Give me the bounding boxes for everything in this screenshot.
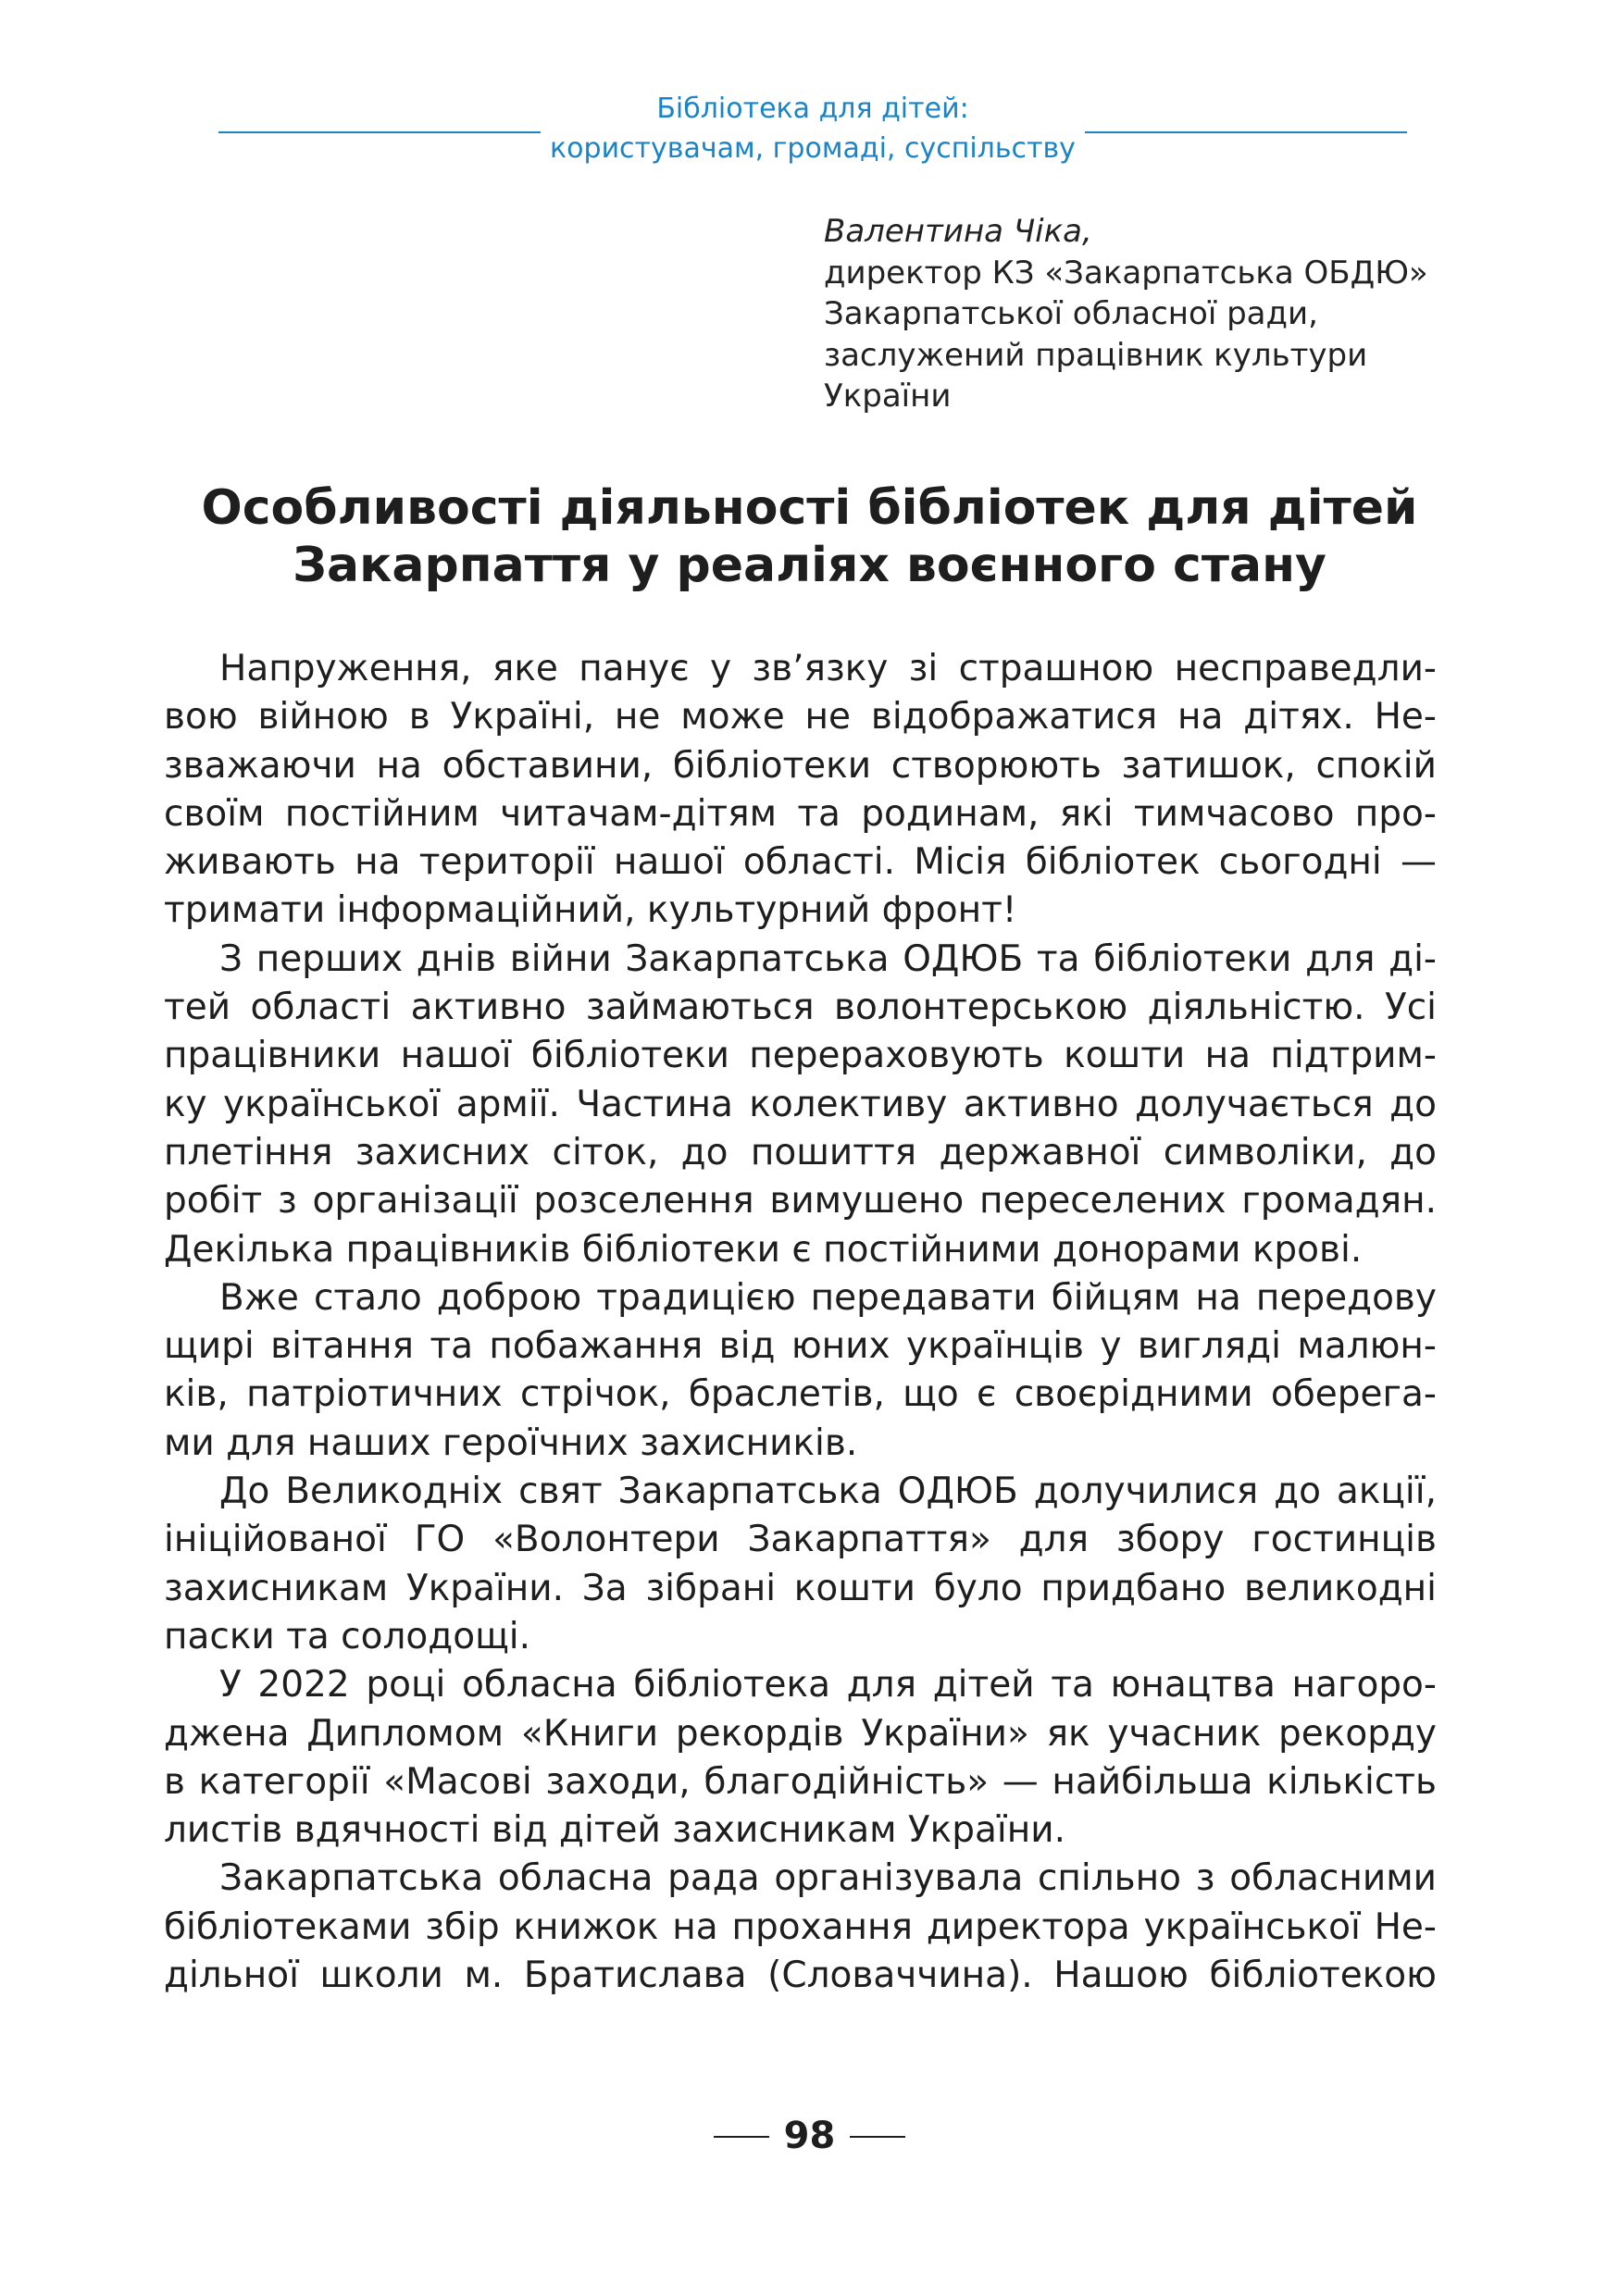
paragraph-line: бібліотеками збір книжок на прохання директора української Не- — [164, 1905, 1437, 1948]
page-footer — [0, 2110, 1619, 2166]
article-title-line-1: Особливості діяльності бібліотек для дітей — [201, 480, 1418, 536]
paragraph-line: працівники нашої бібліотеки перераховують кошти на підтрим- — [164, 1035, 1437, 1077]
footer-rule-left — [714, 2136, 769, 2138]
paragraph-line: ку української армії. Частина колективу активно долучається до — [164, 1083, 1437, 1125]
article-title-line-2: Закарпаття у реаліях воєнного стану — [293, 538, 1326, 593]
paragraph-line: тримати інформаційний, культурний фронт! — [164, 889, 1017, 932]
header-rule-left — [218, 131, 541, 133]
paragraph-line: ків, патріотичних стрічок, браслетів, що є своєрідними оберега- — [164, 1373, 1437, 1416]
paragraph-line: До Великодніх свят Закарпатська ОДЮБ долучилися до акції, — [219, 1471, 1437, 1513]
author-position-line: заслужений працівник культури — [824, 336, 1368, 374]
paragraph-line: вою війною в Україні, не може не відображатися на дітях. Не- — [164, 696, 1437, 738]
body-paragraph — [164, 1855, 1437, 2000]
footer-rule-right — [850, 2136, 905, 2138]
paragraph-line: тей області активно займаються волонтерською діяльністю. Усі — [164, 987, 1437, 1029]
running-header — [0, 89, 1619, 172]
paragraph-line: зважаючи на обставини, бібліотеки створюють затишок, спокій — [164, 744, 1437, 787]
paragraph-line: своїм постійним читачам-дітям та родинам, які тимчасово про- — [164, 792, 1437, 835]
author-block — [824, 211, 1428, 417]
paragraph-line: робіт з організації розселення вимушено переселених громадян. — [164, 1180, 1437, 1222]
running-header-line-2: користувачам, громаді, суспільству — [550, 132, 1076, 165]
paragraph-line: З перших днів війни Закарпатська ОДЮБ та бібліотеки для ді- — [219, 937, 1437, 980]
paragraph-line: живають на території нашої області. Місія бібліотек сьогодні — — [164, 841, 1437, 884]
paragraph-line: ми для наших героїчних захисників. — [164, 1421, 858, 1464]
paragraph-line: Декілька працівників бібліотеки є постійними донорами крові. — [164, 1228, 1363, 1271]
author-position-line: Закарпатської обласної ради, — [824, 295, 1318, 332]
paragraph-line: Вже стало доброю традицією передавати бійцям на передову — [219, 1276, 1437, 1319]
paragraph-line: ініційованої ГО «Волонтери Закарпаття» для збору гостинців — [164, 1519, 1437, 1561]
paragraph-line: плетіння захисних сіток, до пошиття державної символіки, до — [164, 1131, 1437, 1173]
body-paragraph — [164, 645, 1437, 936]
paragraph-line: Напруження, яке панує у зв’язку зі страшною несправедли- — [219, 648, 1437, 689]
running-header-title — [541, 89, 1085, 168]
paragraph-line: джена Дипломом «Книги рекордів України» як учасник рекорду — [164, 1712, 1437, 1755]
body-paragraph — [164, 1274, 1437, 1468]
paragraph-line: Закарпатська обласна рада організувала спільно з обласними — [219, 1857, 1437, 1900]
author-position-line: директор КЗ «Закарпатська ОБДЮ» — [824, 254, 1428, 292]
paragraph-line: в категорії «Масові заходи, благодійність» — найбільша кількість — [164, 1760, 1437, 1803]
body-paragraph — [164, 936, 1437, 1274]
author-position-line: України — [824, 378, 952, 415]
author-name: Валентина Чіка, — [824, 213, 1092, 250]
paragraph-line: дільної школи м. Братислава (Словаччина). Нашою бібліотекою — [164, 1955, 1437, 1997]
paragraph-line: паски та солодощі. — [164, 1615, 531, 1657]
article-title — [0, 479, 1619, 594]
paragraph-line: У 2022 році обласна бібліотека для дітей та юнацтва нагоро- — [219, 1664, 1437, 1706]
paragraph-line: щирі вітання та побажання від юних українців у вигляді малюн- — [164, 1325, 1437, 1368]
page-number: 98 — [783, 2115, 836, 2157]
body-paragraph — [164, 1468, 1437, 1661]
paragraph-line: листів вдячності від дітей захисникам України. — [164, 1809, 1065, 1852]
article-body — [164, 645, 1437, 2000]
running-header-line-1: Бібліотека для дітей: — [656, 93, 969, 125]
body-paragraph — [164, 1661, 1437, 1855]
header-rule-right — [1085, 131, 1407, 133]
paragraph-line: захисникам України. За зібрані кошти було придбано великодні — [164, 1567, 1437, 1609]
